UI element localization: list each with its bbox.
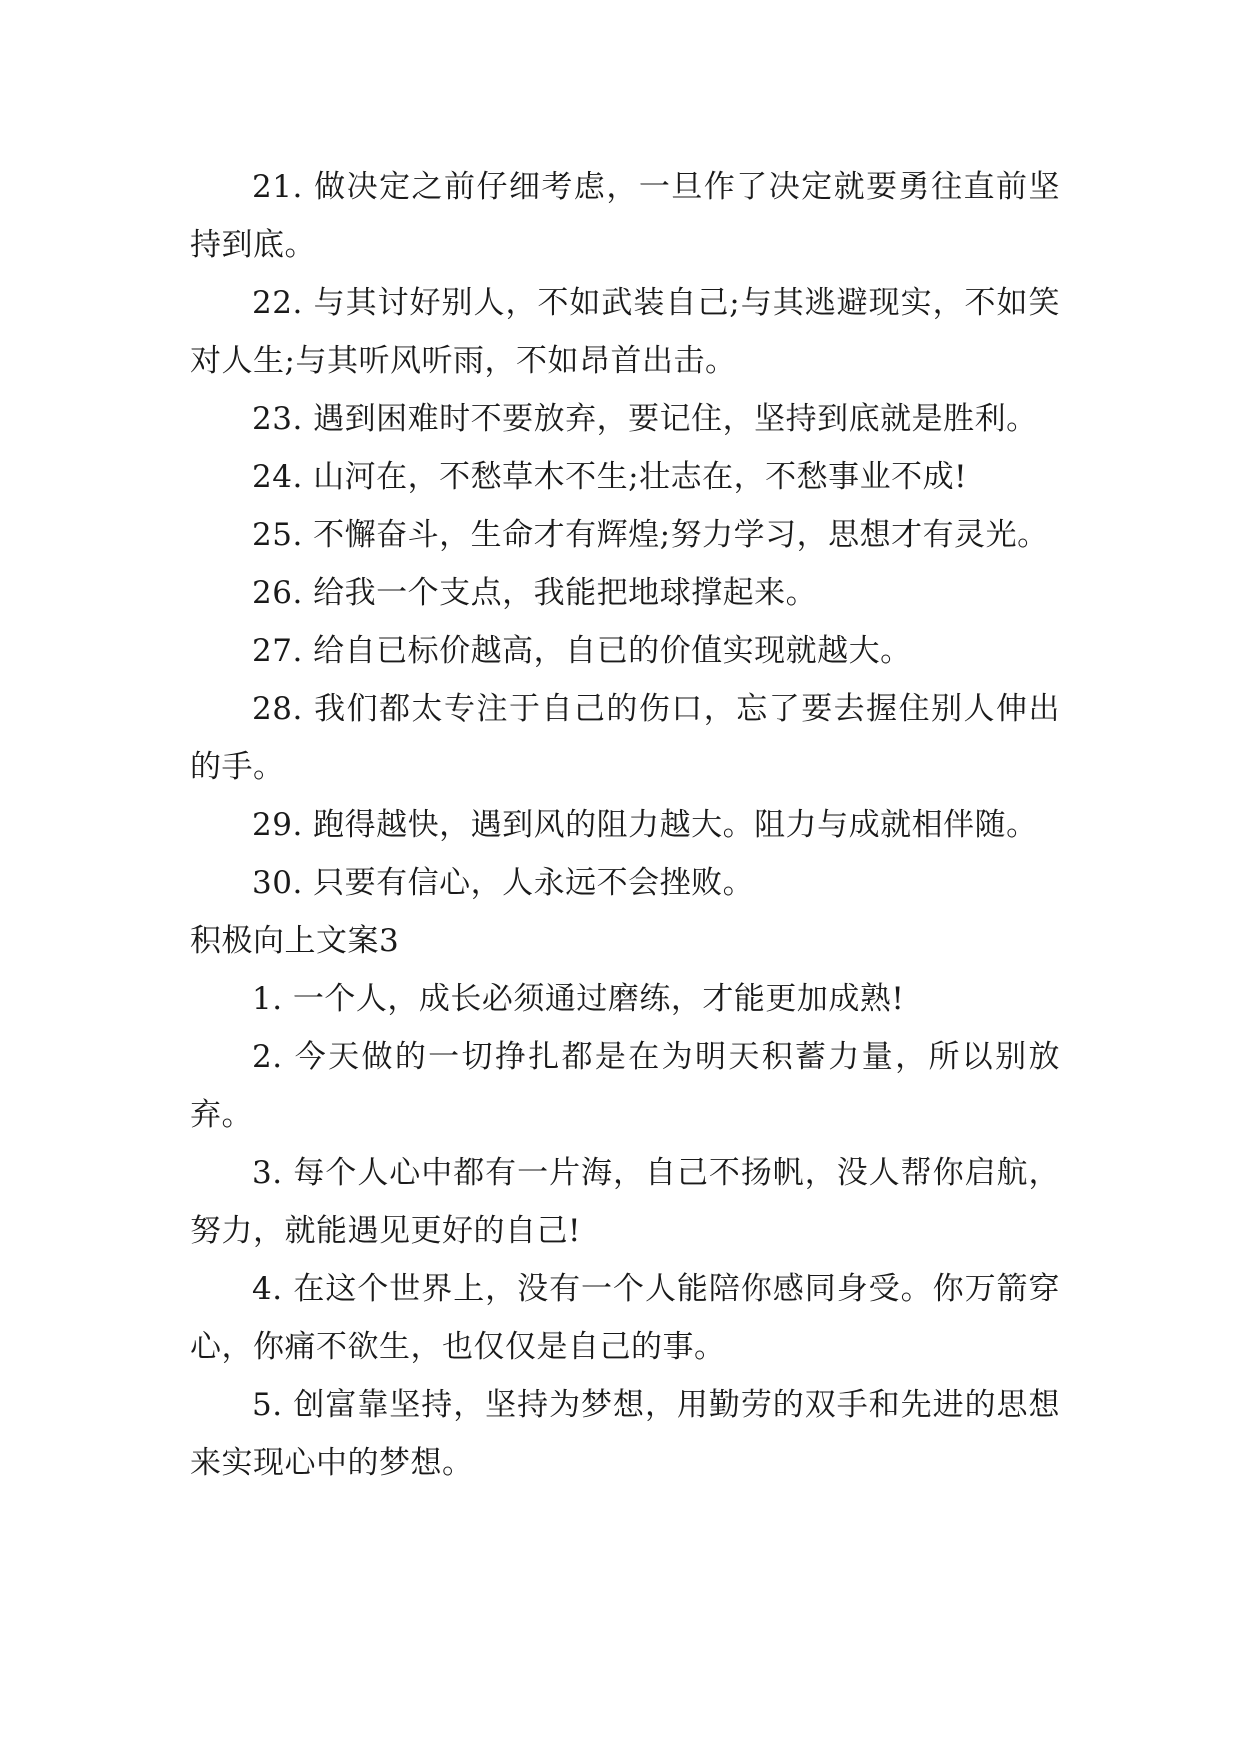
list-item: 5. 创富靠坚持，坚持为梦想，用勤劳的双手和先进的思想来实现心中的梦想。	[190, 1387, 1060, 1481]
list-item: 24. 山河在，不愁草木不生;壮志在，不愁事业不成!	[252, 459, 968, 495]
document-body	[190, 158, 1060, 1492]
list-item: 21. 做决定之前仔细考虑，一旦作了决定就要勇往直前坚持到底。	[190, 169, 1060, 263]
list-item: 29. 跑得越快，遇到风的阻力越大。阻力与成就相伴随。	[252, 807, 1038, 843]
list-item: 23. 遇到困难时不要放弃，要记住，坚持到底就是胜利。	[252, 401, 1038, 437]
list-item: 4. 在这个世界上，没有一个人能陪你感同身受。你万箭穿心，你痛不欲生，也仅仅是自己的事。	[190, 1271, 1060, 1365]
list-item: 25. 不懈奋斗，生命才有辉煌;努力学习，思想才有灵光。	[252, 517, 1049, 553]
list-item: 2. 今天做的一切挣扎都是在为明天积蓄力量，所以别放弃。	[190, 1039, 1060, 1133]
list-item: 22. 与其讨好别人，不如武装自己;与其逃避现实，不如笑对人生;与其听风听雨，不如昂首出击。	[190, 285, 1060, 379]
section-heading: 积极向上文案3	[190, 923, 400, 959]
list-item: 28. 我们都太专注于自己的伤口，忘了要去握住别人伸出的手。	[190, 691, 1060, 785]
list-item: 30. 只要有信心，人永远不会挫败。	[252, 865, 755, 901]
list-item: 3. 每个人心中都有一片海，自己不扬帆，没人帮你启航，努力，就能遇见更好的自己!	[190, 1155, 1060, 1249]
list-item: 27. 给自已标价越高，自已的价值实现就越大。	[252, 633, 912, 669]
list-item: 1. 一个人，成长必须通过磨练，才能更加成熟!	[252, 981, 905, 1017]
list-item: 26. 给我一个支点，我能把地球撑起来。	[252, 575, 818, 611]
